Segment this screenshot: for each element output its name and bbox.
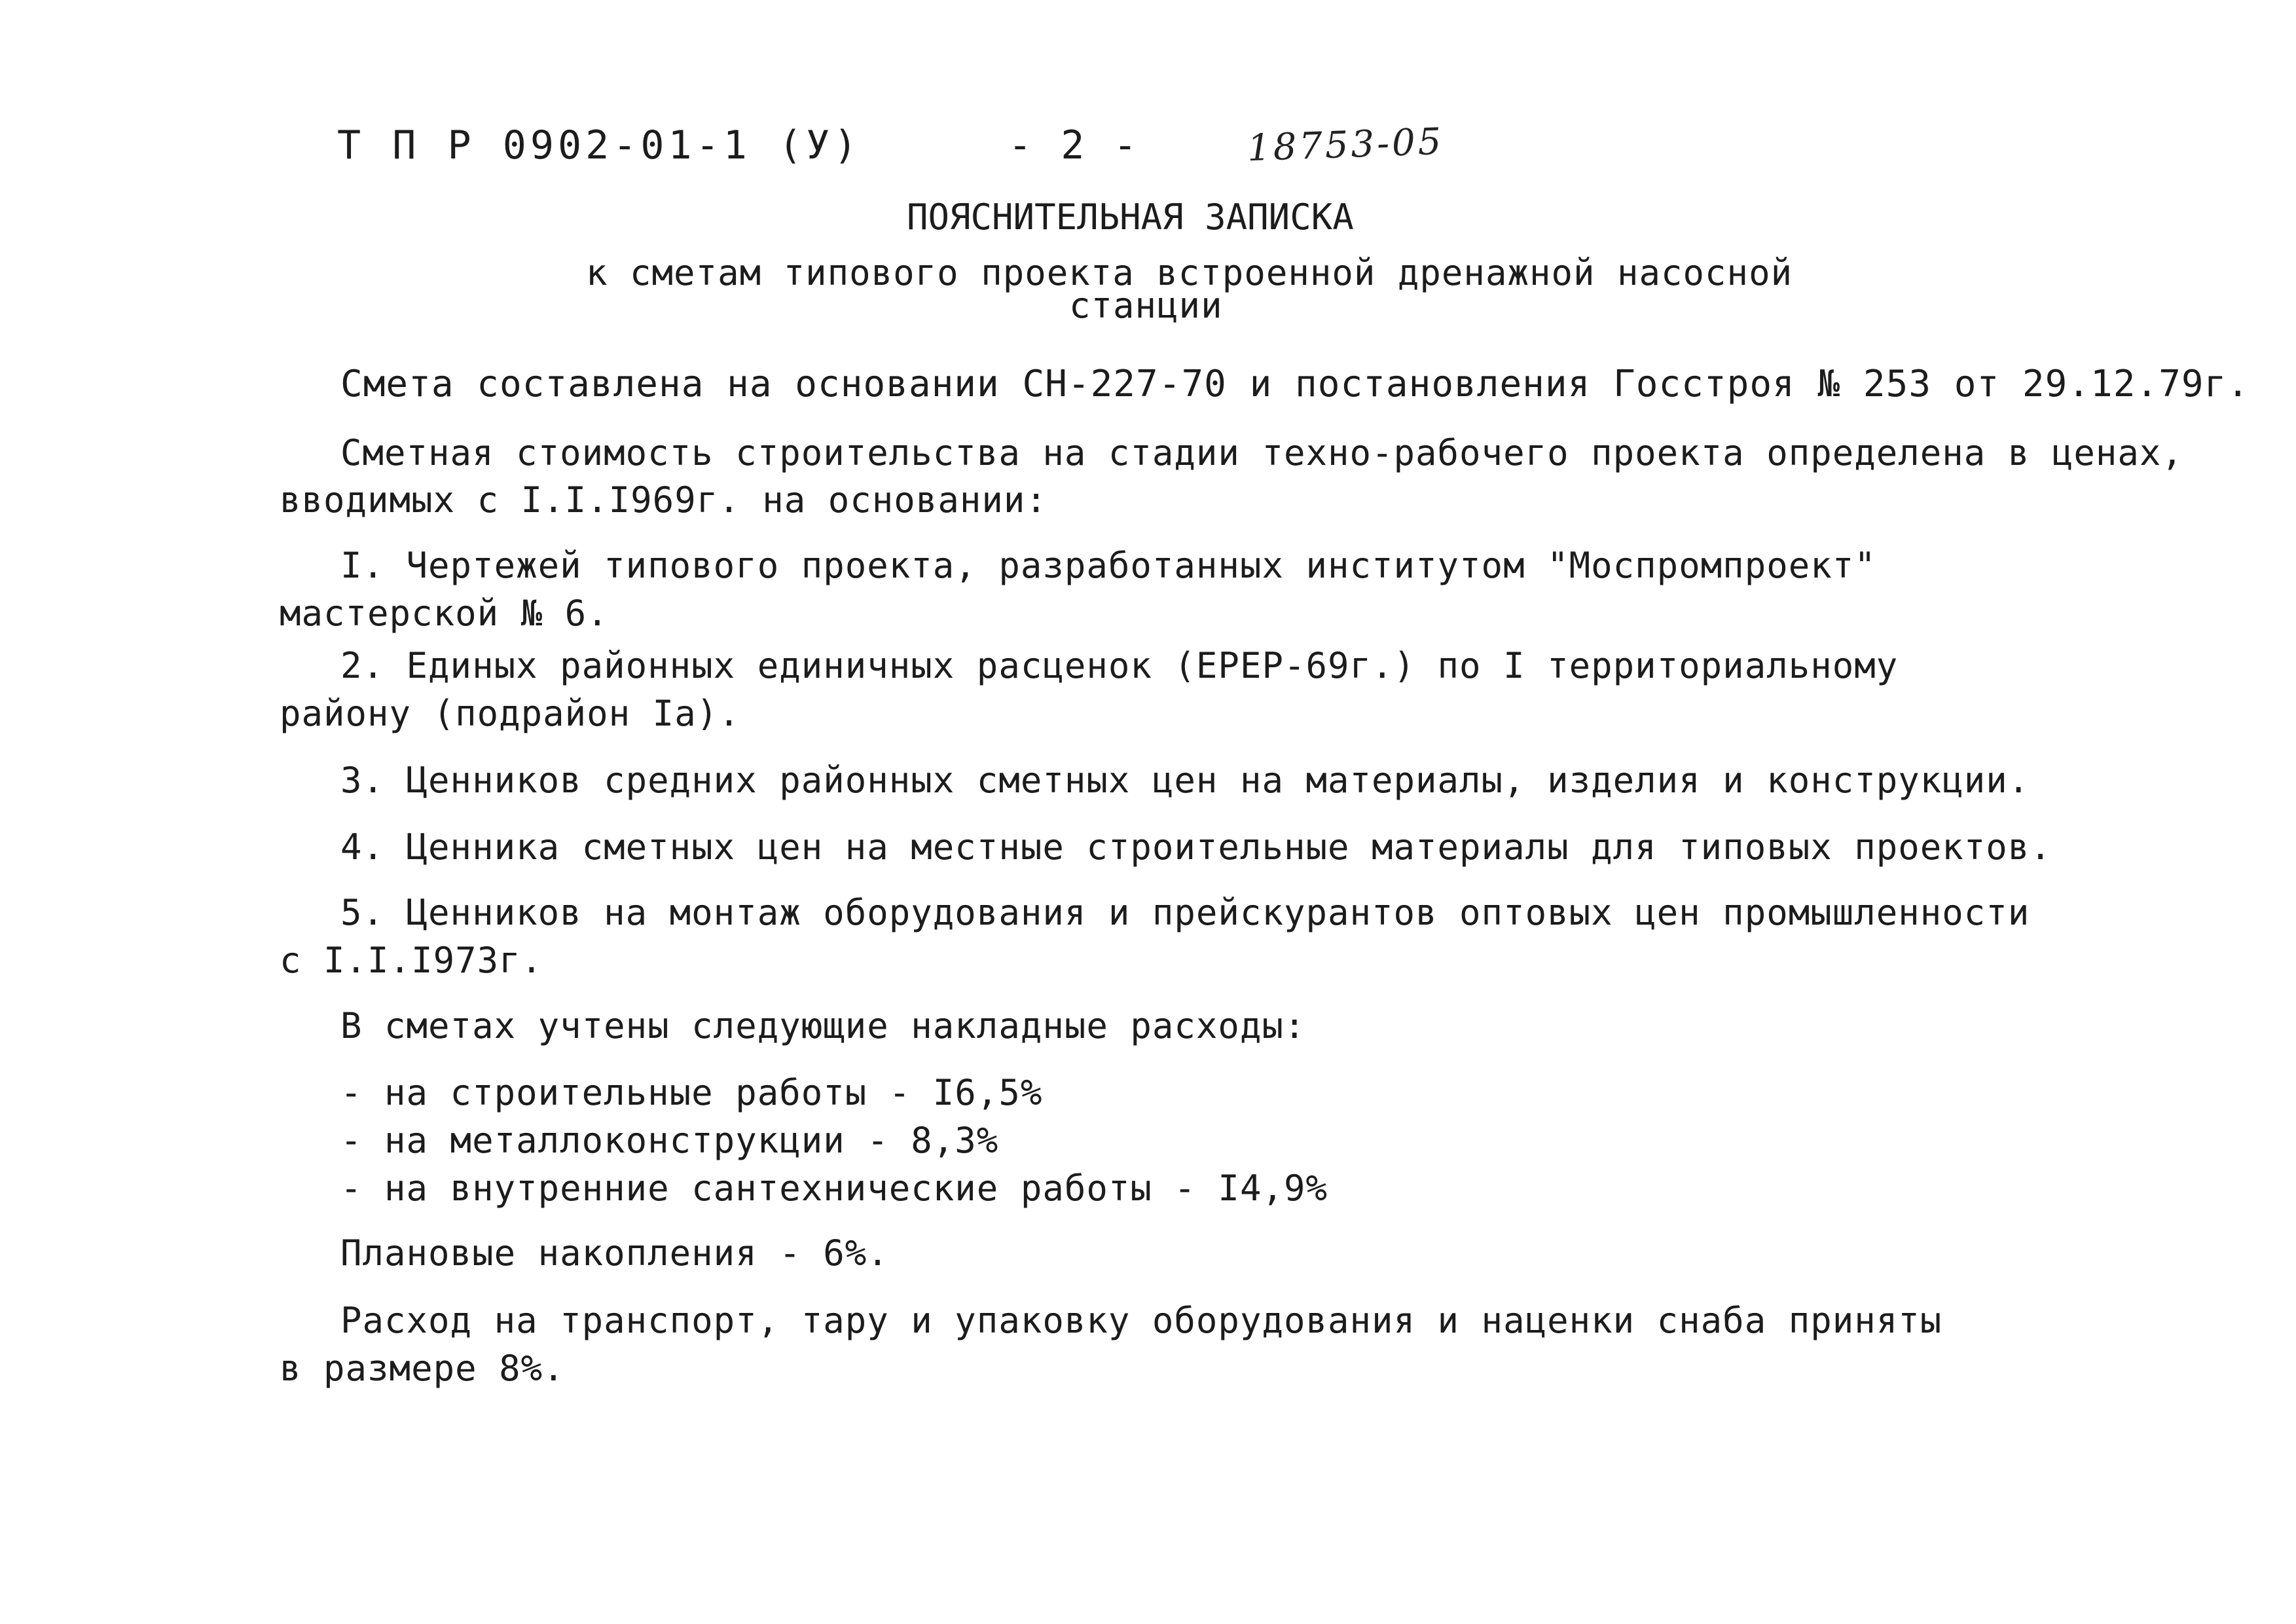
document-code: Т П Р 0902-01-1 (У) xyxy=(337,122,862,168)
list-item-2-line2: району (подрайон Iа). xyxy=(280,693,740,734)
overhead-item-plumbing: - на внутренние сантехнические работы - I4,9% xyxy=(340,1168,1328,1209)
list-item-3: 3. Ценников средних районных сметных цен на материалы, изделия и конструкции. xyxy=(340,760,2030,801)
handwritten-number: 18753-05 xyxy=(1246,120,1445,170)
list-item-2-line1: 2. Единых районных единичных расценок (ЕРЕР-69г.) по I территориальному xyxy=(340,645,1899,686)
list-item-1-line1: I. Чертежей типового проекта, разработанных институтом "Моспромпроект" xyxy=(340,545,1876,586)
document-title: ПОЯСНИТЕЛЬНАЯ ЗАПИСКА xyxy=(907,196,1354,238)
document-subtitle-line1: к сметам типового проекта встроенной дренажной насосной xyxy=(586,252,1793,293)
planned-savings: Плановые накопления - 6%. xyxy=(340,1232,889,1274)
list-item-1-line2: мастерской № 6. xyxy=(280,593,609,634)
overhead-intro: В сметах учтены следующие накладные расходы: xyxy=(340,1005,1306,1046)
page-number: - 2 - xyxy=(1008,122,1140,168)
list-item-5-line2: с I.I.I973г. xyxy=(280,940,543,981)
document-subtitle-line2: станции xyxy=(1069,285,1223,326)
paragraph-cost-line2: вводимых с I.I.I969г. на основании: xyxy=(280,479,1048,521)
overhead-item-construction: - на строительные работы - I6,5% xyxy=(340,1072,1043,1113)
transport-line2: в размере 8%. xyxy=(280,1348,565,1389)
overhead-item-metal: - на металлоконструкции - 8,3% xyxy=(340,1120,999,1161)
list-item-4: 4. Ценника сметных цен на местные строительные материалы для типовых проектов. xyxy=(340,826,2052,868)
paragraph-basis: Смета составлена на основании СН-227-70 и постановления Госстроя № 253 от 29.12.79г. xyxy=(340,363,2250,405)
paragraph-cost-line1: Сметная стоимость строительства на стадии техно-рабочего проекта определена в ценах, xyxy=(340,432,2183,473)
list-item-5-line1: 5. Ценников на монтаж оборудования и прейскурантов оптовых цен промышленности xyxy=(340,892,2030,933)
transport-line1: Расход на транспорт, тару и упаковку оборудования и наценки снаба приняты xyxy=(340,1300,1942,1341)
